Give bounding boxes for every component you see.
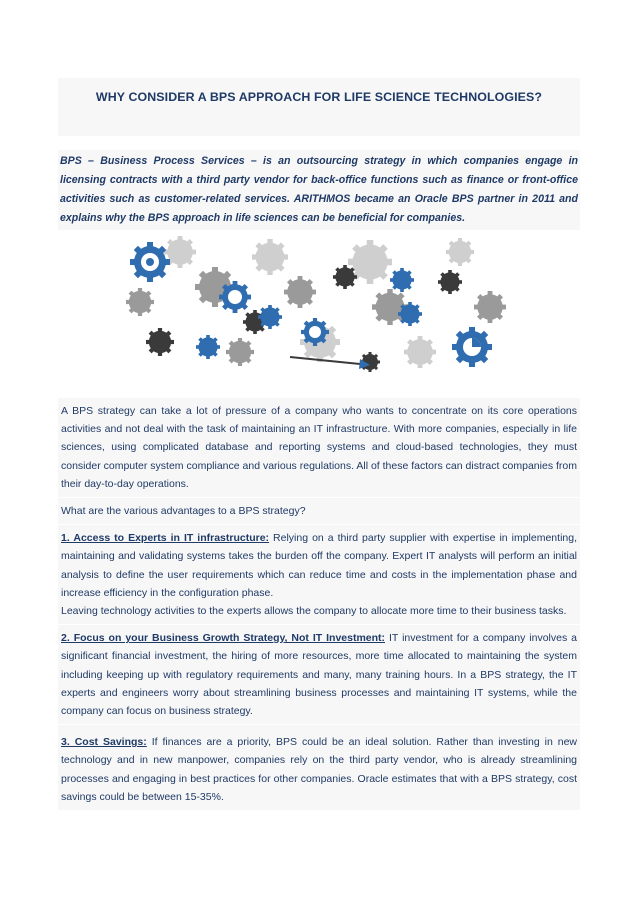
section-1-text: Relying on a third party supplier with expertise in implementing, maintaining and validating systems takes the burden off the company. Expert IT analysts will perform an initial analysis to define the user requirements which can reduce time and costs in the implementation phase and increase efficiency in the configuration phase.: [61, 532, 577, 599]
section-3: [58, 725, 580, 810]
person-icon: [390, 268, 414, 292]
section-1: [58, 525, 580, 624]
people-icon: [258, 305, 282, 329]
section-1-heading: 1. Access to Experts in IT infrastructure:: [61, 532, 270, 545]
page-title: WHY CONSIDER A BPS APPROACH FOR LIFE SCIENCE TECHNOLOGIES?: [95, 90, 543, 104]
intro-block: [58, 150, 580, 230]
section-2: [58, 625, 580, 724]
section-3-text: If finances are a priority, BPS could be an ideal solution. Rather than investing in new technology and in new manpower, companies rely on the third party vendor, who is already streamlining processes and engaging in best practices for other companies. Oracle estimates that with a BPS strategy, cost savings could be between 15-35%.: [61, 736, 577, 803]
monitor-icon: [398, 302, 422, 326]
question-line: What are the various advantages to a BPS strategy?: [58, 498, 580, 524]
section-2-text: IT investment for a company involves a significant financial investment, the hiring of more resources, more time allocated to maintaining the system including keeping up with regulatory requirements and many, many training hours. In a BPS strategy, the IT experts and engineers worry about streamlining business processes and maintaining IT systems, while the company can focus on business strategy.: [61, 632, 577, 718]
body-block: [58, 398, 580, 810]
section-3-heading: 3. Cost Savings:: [61, 736, 147, 749]
rocket-icon: [196, 335, 220, 359]
section-1-text-2: Leaving technology activities to the experts allows the company to allocate more time to their business tasks.: [61, 605, 567, 618]
body-paragraph-1: A BPS strategy can take a lot of pressure of a company who wants to concentrate on its core operations activities and not deal with the task of maintaining an IT infrastructure. With more companies, especially in life sciences, using complicated database and reporting systems and cloud-based technologies, they must consider computer system compliance and various regulations. All of these factors can distract companies from their day-to-day operations.: [58, 398, 580, 497]
title-block: [58, 78, 580, 136]
gears-illustration: [120, 232, 510, 382]
intro-paragraph: BPS – Business Process Services – is an outsourcing strategy in which companies engage in licensing contracts with a third party vendor for back-office functions such as finance or front-office activities such as customer-related services. ARITHMOS became an Oracle BPS partner in 2011 and explains why the BPS approach in life sciences can be beneficial for companies.: [60, 155, 578, 224]
section-2-heading: 2. Focus on your Business Growth Strategy, Not IT Investment:: [61, 632, 386, 645]
arrow-icon: [290, 357, 370, 369]
